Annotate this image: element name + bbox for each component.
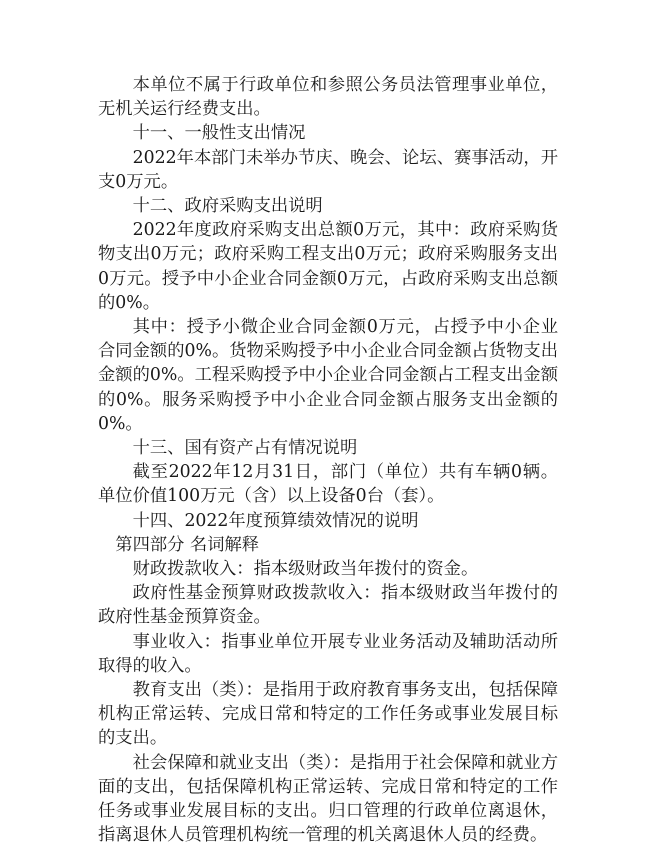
term-social-security-expense: 社会保障和就业支出（类）：是指用于社会保障和就业方面的支出，包括保障机构正常运转、完成日常和特定的工作任务或事业发展目标的支出。归口管理的行政单位离退休，指离退休人员管理机构统一管理的机关离退休人员的经费。 bbox=[98, 752, 558, 846]
term-fiscal-allocation: 财政拨款收入：指本级财政当年拨付的资金。 bbox=[132, 559, 479, 580]
paragraph-no-admin-expense: 本单位不属于行政单位和参照公务员法管理事业单位，无机关运行经费支出。 bbox=[98, 75, 558, 120]
section-heading-11: 十一、一般性支出情况 bbox=[132, 123, 306, 144]
section-heading-12: 十二、政府采购支出说明 bbox=[132, 196, 323, 217]
paragraph-procurement-total: 2022年度政府采购支出总额0万元，其中：政府采购货物支出0万元；政府采购工程支出0万元；政府采购服务支出0万元。授予中小企业合同金额0万元，占政府采购支出总额的0%。 bbox=[98, 220, 558, 313]
section-heading-13: 十三、国有资产占有情况说明 bbox=[132, 438, 358, 459]
paragraph-assets: 截至2022年12月31日，部门（单位）共有车辆0辆。单位价值100万元（含）以上设备0台（套）。 bbox=[98, 462, 558, 507]
document-body bbox=[98, 73, 558, 848]
section-heading-14: 十四、2022年度预算绩效情况的说明 bbox=[132, 510, 419, 531]
paragraph-procurement-detail: 其中：授予小微企业合同金额0万元，占授予中小企业合同金额的0%。货物采购授予中小企业合同金额占货物支出金额的0%。工程采购授予中小企业合同金额占工程支出金额的0%。服务采购授予中小企业合同金额占服务支出金额的0%。 bbox=[98, 317, 558, 434]
term-education-expense: 教育支出（类）：是指用于政府教育事务支出，包括保障机构正常运转、完成日常和特定的工作任务或事业发展目标的支出。 bbox=[98, 680, 558, 749]
term-government-fund: 政府性基金预算财政拨款收入：指本级财政当年拨付的政府性基金预算资金。 bbox=[98, 583, 558, 628]
part-four-heading: 第四部分 名词解释 bbox=[115, 534, 260, 555]
paragraph-general-expense: 2022年本部门未举办节庆、晚会、论坛、赛事活动，开支0万元。 bbox=[98, 147, 558, 192]
term-business-income: 事业收入：指事业单位开展专业业务活动及辅助活动所取得的收入。 bbox=[98, 631, 558, 676]
